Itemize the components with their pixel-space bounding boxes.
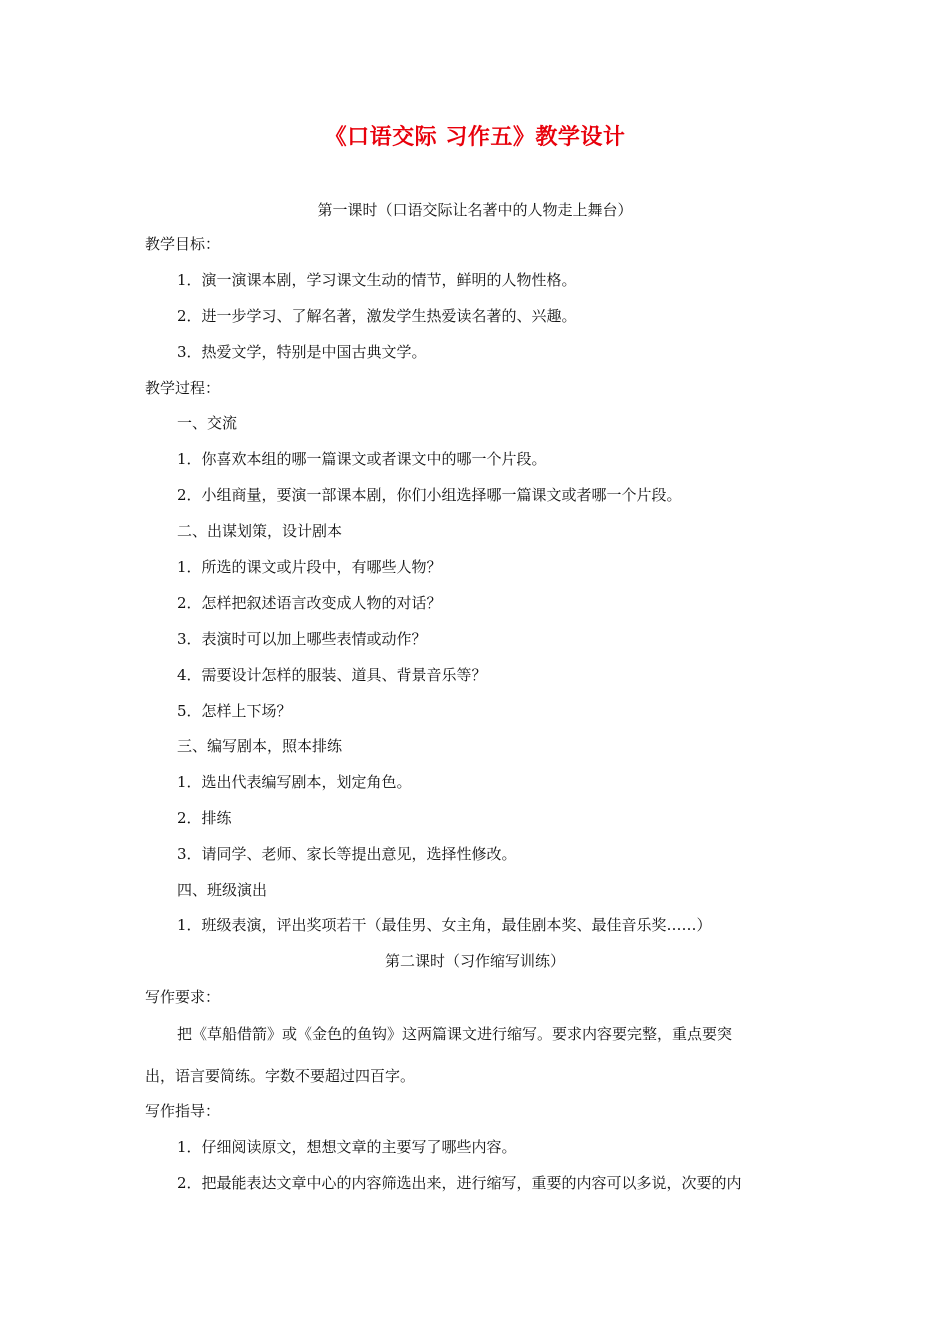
guidance-item: 2．把最能表达文章中心的内容筛选出来，进行缩写，重要的内容可以多说，次要的内 [177,1174,742,1192]
requirements-text-line: 出，语言要简练。字数不要超过四百字。 [145,1067,416,1085]
goal-item: 1．演一演课本剧，学习课文生动的情节，鲜明的人物性格。 [177,271,577,289]
goal-item: 2．进一步学习、了解名著，激发学生热爱读名著的、兴趣。 [177,307,577,325]
guidance-item: 1．仔细阅读原文，想想文章的主要写了哪些内容。 [177,1138,517,1156]
process-label: 教学过程： [145,379,221,397]
section-item: 1．所选的课文或片段中，有哪些人物？ [177,558,442,576]
section-title: 二、出谋划策，设计剧本 [177,522,343,540]
lesson2-heading: 第二课时（习作缩写训练） [384,952,565,970]
section-item: 2．小组商量，要演一部课本剧，你们小组选择哪一篇课文或者哪一个片段。 [177,486,682,504]
guidance-label: 写作指导： [145,1102,221,1120]
goals-label: 教学目标： [145,235,221,253]
section-item: 1．选出代表编写剧本，划定角色。 [177,773,412,791]
requirements-label: 写作要求： [145,988,221,1006]
section-title: 一、交流 [177,414,238,432]
section-item: 3．请同学、老师、家长等提出意见，选择性修改。 [177,845,517,863]
section-item: 1．你喜欢本组的哪一篇课文或者课文中的哪一个片段。 [177,450,547,468]
section-title: 三、编写剧本，照本排练 [177,737,343,755]
lesson1-heading: 第一课时（口语交际让名著中的人物走上舞台） [317,201,633,219]
section-item: 1．班级表演，评出奖项若干（最佳男、女主角，最佳剧本奖、最佳音乐奖……） [177,916,712,934]
section-item: 2．排练 [177,809,232,827]
section-item: 4．需要设计怎样的服装、道具、背景音乐等？ [177,666,487,684]
section-item: 3．表演时可以加上哪些表情或动作？ [177,630,427,648]
section-item: 5．怎样上下场？ [177,702,292,720]
section-item: 2．怎样把叙述语言改变成人物的对话？ [177,594,442,612]
goal-item: 3．热爱文学，特别是中国古典文学。 [177,343,427,361]
requirements-text-line: 把《草船借箭》或《金色的鱼钩》这两篇课文进行缩写。要求内容要完整，重点要突 [177,1025,733,1043]
section-title: 四、班级演出 [177,881,268,899]
document-title: 《口语交际 习作五》教学设计 [324,125,626,150]
